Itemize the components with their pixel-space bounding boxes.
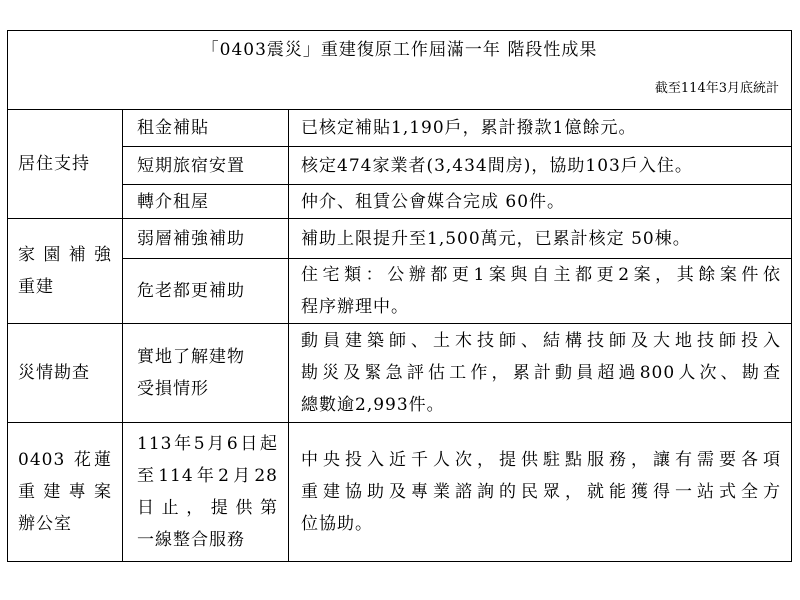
desc-building-damage-inspection <box>289 324 792 423</box>
item-line: 至114年2月28 <box>137 466 278 486</box>
table-row <box>8 324 792 423</box>
table-row <box>8 259 792 324</box>
item-line: 實地了解建物 <box>137 347 245 367</box>
desc-urban-renewal-subsidy <box>289 259 792 324</box>
desc-rental-referral: 仲介、租賃公會媒合完成 60件。 <box>289 185 792 219</box>
item-line: 113年5月6日起 <box>137 434 278 454</box>
table-row <box>8 110 792 147</box>
desc-line: 重建協助及專業諮詢的民眾，就能獲得一站式全方 <box>301 482 781 502</box>
desc-rent-subsidy: 已核定補貼1,190戶，累計撥款1億餘元。 <box>289 110 792 147</box>
item-weak-structure-subsidy: 弱層補強補助 <box>123 219 289 259</box>
desc-short-term-lodging: 核定474家業者(3,434間房)，協助103戶入住。 <box>289 147 792 185</box>
results-table-container <box>7 30 791 574</box>
desc-line: 中央投入近千人次，提供駐點服務，讓有需要各項 <box>301 450 781 470</box>
category-housing-support: 居住支持 <box>8 110 123 219</box>
category-damage-survey: 災情勘查 <box>8 324 123 423</box>
table-title: 「0403震災」重建復原工作屆滿一年 階段性成果 <box>8 31 792 70</box>
item-line: 受損情形 <box>137 379 209 399</box>
item-rental-referral: 轉介租屋 <box>123 185 289 219</box>
table-row <box>8 185 792 219</box>
desc-line: 位協助。 <box>301 514 373 534</box>
item-line: 日止，提供第 <box>137 498 278 518</box>
category-line: 重建專案 <box>18 482 112 502</box>
desc-line: 程序辦理中。 <box>301 297 409 317</box>
item-building-damage-inspection <box>123 324 289 423</box>
category-reconstruction-office <box>8 423 123 562</box>
title-row <box>8 31 792 70</box>
desc-line: 勘災及緊急評估工作，累計動員超過800人次、勘查 <box>301 363 781 383</box>
desc-line: 動員建築師、土木技師、結構技師及大地技師投入 <box>301 331 781 351</box>
table-row <box>8 423 792 562</box>
desc-line: 總數逾2,993件。 <box>301 395 445 415</box>
category-line: 0403 花蓮 <box>18 450 112 470</box>
category-line: 辦公室 <box>18 514 72 534</box>
desc-weak-structure-subsidy: 補助上限提升至1,500萬元，已累計核定 50棟。 <box>289 219 792 259</box>
desc-service-period <box>289 423 792 562</box>
item-short-term-lodging: 短期旅宿安置 <box>123 147 289 185</box>
item-service-period <box>123 423 289 562</box>
note-row <box>8 69 792 110</box>
category-line: 家園補強 <box>18 245 112 265</box>
results-table <box>7 30 792 562</box>
statistics-date-note: 截至114年3月底統計 <box>8 69 792 110</box>
category-home-reinforcement <box>8 219 123 324</box>
table-row <box>8 219 792 259</box>
desc-line: 住宅類：公辦都更1案與自主都更2案，其餘案件依 <box>301 265 781 285</box>
category-line: 重建 <box>18 277 54 297</box>
item-rent-subsidy: 租金補貼 <box>123 110 289 147</box>
item-line: 一線整合服務 <box>137 530 245 550</box>
item-urban-renewal-subsidy: 危老都更補助 <box>123 259 289 324</box>
table-row <box>8 147 792 185</box>
